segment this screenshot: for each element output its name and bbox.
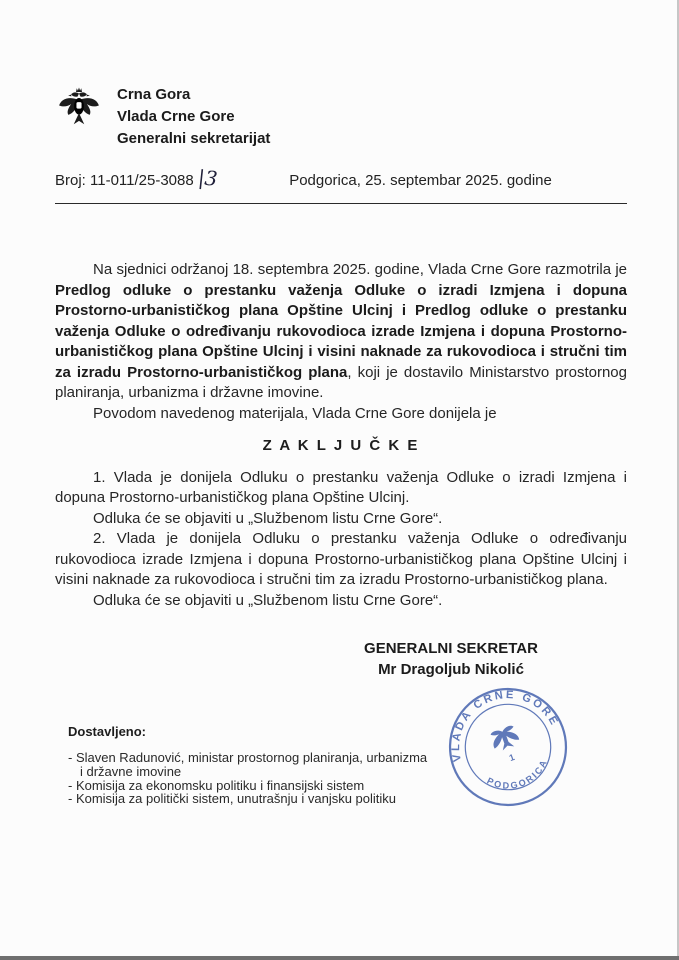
issuer-block (117, 82, 270, 150)
document-body (55, 260, 627, 611)
department-name: Generalni sekretarijat (117, 130, 271, 147)
conclusion-item: 2. Vlada je donijela Odluku o prestanku važenja Odluke o određivanju rukovodioca izrade Izmjena i dopuna Prostorno-urbanističkog plana Opštine Ulcinj i visini naknade za rukovodioca i stručni tim za izradu Prostorno-urbanističkog plana. (55, 530, 627, 588)
intro-lead: Na sjednici održanoj 18. septembra 2025. godine, Vlada Crne Gore razmotrila je (93, 261, 627, 278)
stamp-number: 1 (507, 751, 516, 764)
header-divider (55, 203, 627, 204)
conclusion-item: 1. Vlada je donijela Odluku o prestanku važenja Odluke o izradi Izmjena i dopuna Prostorno-urbanističkog plana Opštine Ulcinj. (55, 468, 627, 506)
distribution-item: - Komisija za ekonomsku politiku i finansijski sistem (68, 777, 365, 793)
signatory-name: Mr Dragoljub Nikolić (378, 661, 524, 678)
handwritten-number: |3 (196, 165, 219, 191)
reference-row (55, 166, 627, 190)
intro-tail: , koji je dostavilo Ministarstvo prostornog planiranja, urbanizma i državne imovine. (55, 363, 627, 401)
distribution-item: - Komisija za politički sistem, unutrašnju i vanjsku politiku (68, 791, 397, 807)
document-number: Broj: 11-011/25-3088 (55, 172, 194, 189)
stamp-bottom-text: PODGORICA (485, 757, 550, 791)
intro-paragraph (55, 260, 627, 404)
place-and-date: Podgorica, 25. septembar 2025. godine (289, 172, 552, 189)
publication-note: Odluka će se objaviti u „Službenom listu Crne Gore“. (93, 591, 443, 609)
government-name: Vlada Crne Gore (117, 108, 235, 125)
preamble-paragraph: Povodom navedenog materijala, Vlada Crne Gore donijela je (93, 404, 497, 422)
signature-block (311, 638, 591, 680)
conclusions-heading: Z A K L J U Č K E (262, 437, 420, 454)
scan-edge-bottom (0, 956, 679, 960)
publication-note: Odluka će se objaviti u „Službenom listu Crne Gore“. (93, 509, 443, 527)
country-name: Crna Gora (117, 86, 191, 103)
coat-of-arms-icon (55, 82, 103, 138)
signatory-title: GENERALNI SEKRETAR (364, 640, 538, 657)
distribution-item: - Slaven Radunović, ministar prostornog planiranja, urbanizma i državne imovine (68, 750, 428, 779)
proposal-title: Predlog odluke o prestanku važenja Odluke o izradi Izmjena i dopuna Prostorno-urbanističkog plana Opštine Ulcinj i Predlog odluke o prestanku važenja Odluke o određivanju rukovodioca izrade Izmjena i dopuna Prostorno-urbanističkog plana Opštine Ulcinj i visini naknade za rukovodioca i stručni tim za izradu Prostorno-urbanističkog plana (55, 281, 627, 381)
document-header (55, 82, 627, 150)
distribution-label: Dostavljeno: (68, 724, 147, 739)
stamp-eagle-icon (489, 724, 521, 753)
stamp-top-text: VLADA CRNE GORE (450, 689, 561, 763)
